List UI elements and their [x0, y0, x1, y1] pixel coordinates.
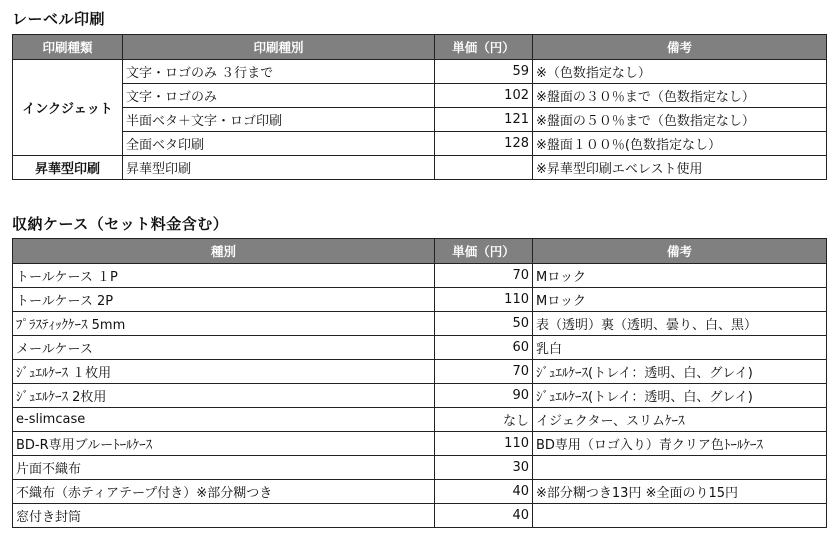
remarks-cell: ※盤面の５０％まで（色数指定なし） — [533, 108, 827, 132]
case-type-cell: BD-R専用ブルーﾄｰﾙｹｰｽ — [13, 432, 435, 456]
storage-case-table — [12, 238, 827, 528]
unit-price-cell: 70 — [435, 264, 533, 288]
unit-price-cell — [435, 156, 533, 180]
case-type-cell: ﾌﾟﾗｽﾃｨｯｸｹｰｽ 5mm — [13, 312, 435, 336]
table-row — [13, 264, 827, 288]
remarks-cell: ※昇華型印刷エベレスト使用 — [533, 156, 827, 180]
table-row — [13, 336, 827, 360]
table-row — [13, 108, 827, 132]
remarks-cell: ※盤面１００％(色数指定なし） — [533, 132, 827, 156]
remarks-cell — [533, 504, 827, 528]
remarks-cell: ※（色数指定なし） — [533, 60, 827, 84]
unit-price-cell: 50 — [435, 312, 533, 336]
table-row — [13, 360, 827, 384]
label-print-table — [12, 34, 827, 180]
print-kind-cell: インクジェット — [13, 60, 123, 156]
table-row — [13, 132, 827, 156]
print-type-cell: 半面ベタ＋文字・ロゴ印刷 — [123, 108, 435, 132]
case-type-cell: メールケース — [13, 336, 435, 360]
case-type-cell: トールケース １P — [13, 264, 435, 288]
remarks-cell — [533, 456, 827, 480]
unit-price-cell: 60 — [435, 336, 533, 360]
unit-price-cell: 59 — [435, 60, 533, 84]
table-row — [13, 156, 827, 180]
remarks-cell: BD専用（ロゴ入り）青クリア色ﾄｰﾙｹｰｽ — [533, 432, 827, 456]
remarks-cell: ｼﾞｭｴﾙｹｰｽ(トレイ：透明、白、グレイ) — [533, 360, 827, 384]
header-unit-price: 単価（円） — [435, 35, 533, 60]
remarks-cell: Mロック — [533, 288, 827, 312]
case-type-cell: 不織布（赤ティアテープ付き）※部分糊つき — [13, 480, 435, 504]
header-print-type: 印刷種別 — [123, 35, 435, 60]
table-row — [13, 84, 827, 108]
remarks-cell: Mロック — [533, 264, 827, 288]
table-row — [13, 432, 827, 456]
table-row — [13, 60, 827, 84]
remarks-cell: 表（透明）裏（透明、曇り、白、黒） — [533, 312, 827, 336]
unit-price-cell: 128 — [435, 132, 533, 156]
unit-price-cell: 90 — [435, 384, 533, 408]
case-table-header-row — [13, 239, 827, 264]
case-type-cell: トールケース 2P — [13, 288, 435, 312]
table-row — [13, 480, 827, 504]
remarks-cell: ｼﾞｭｴﾙｹｰｽ(トレイ：透明、白、グレイ) — [533, 384, 827, 408]
unit-price-cell: 102 — [435, 84, 533, 108]
unit-price-cell: 110 — [435, 432, 533, 456]
header-remarks: 備考 — [533, 239, 827, 264]
print-type-cell: 文字・ロゴのみ ３行まで — [123, 60, 435, 84]
case-type-cell: 窓付き封筒 — [13, 504, 435, 528]
case-type-cell: ｼﾞｭｴﾙｹｰｽ 2枚用 — [13, 384, 435, 408]
remarks-cell: 乳白 — [533, 336, 827, 360]
unit-price-cell: 121 — [435, 108, 533, 132]
case-type-cell: 片面不織布 — [13, 456, 435, 480]
unit-price-cell: なし — [435, 408, 533, 432]
print-kind-cell: 昇華型印刷 — [13, 156, 123, 180]
label-table-header-row — [13, 35, 827, 60]
print-type-cell: 全面ベタ印刷 — [123, 132, 435, 156]
remarks-cell: ※部分糊つき13円 ※全面のり15円 — [533, 480, 827, 504]
remarks-cell: ※盤面の３０％まで（色数指定なし） — [533, 84, 827, 108]
table-row — [13, 456, 827, 480]
header-case-type: 種別 — [13, 239, 435, 264]
table-row — [13, 504, 827, 528]
table-row — [13, 288, 827, 312]
table-row — [13, 408, 827, 432]
header-unit-price: 単価（円） — [435, 239, 533, 264]
table-row — [13, 312, 827, 336]
label-print-title: レーベル印刷 — [12, 10, 106, 28]
header-remarks: 備考 — [533, 35, 827, 60]
unit-price-cell: 70 — [435, 360, 533, 384]
unit-price-cell: 30 — [435, 456, 533, 480]
unit-price-cell: 110 — [435, 288, 533, 312]
table-row — [13, 384, 827, 408]
header-print-kind: 印刷種類 — [13, 35, 123, 60]
case-type-cell: ｼﾞｭｴﾙｹｰｽ １枚用 — [13, 360, 435, 384]
print-type-cell: 昇華型印刷 — [123, 156, 435, 180]
storage-case-title: 収納ケース（セット料金含む） — [12, 215, 229, 233]
case-type-cell: e-slimcase — [13, 408, 435, 432]
unit-price-cell: 40 — [435, 480, 533, 504]
remarks-cell: イジェクター、スリムｹｰｽ — [533, 408, 827, 432]
print-type-cell: 文字・ロゴのみ — [123, 84, 435, 108]
unit-price-cell: 40 — [435, 504, 533, 528]
